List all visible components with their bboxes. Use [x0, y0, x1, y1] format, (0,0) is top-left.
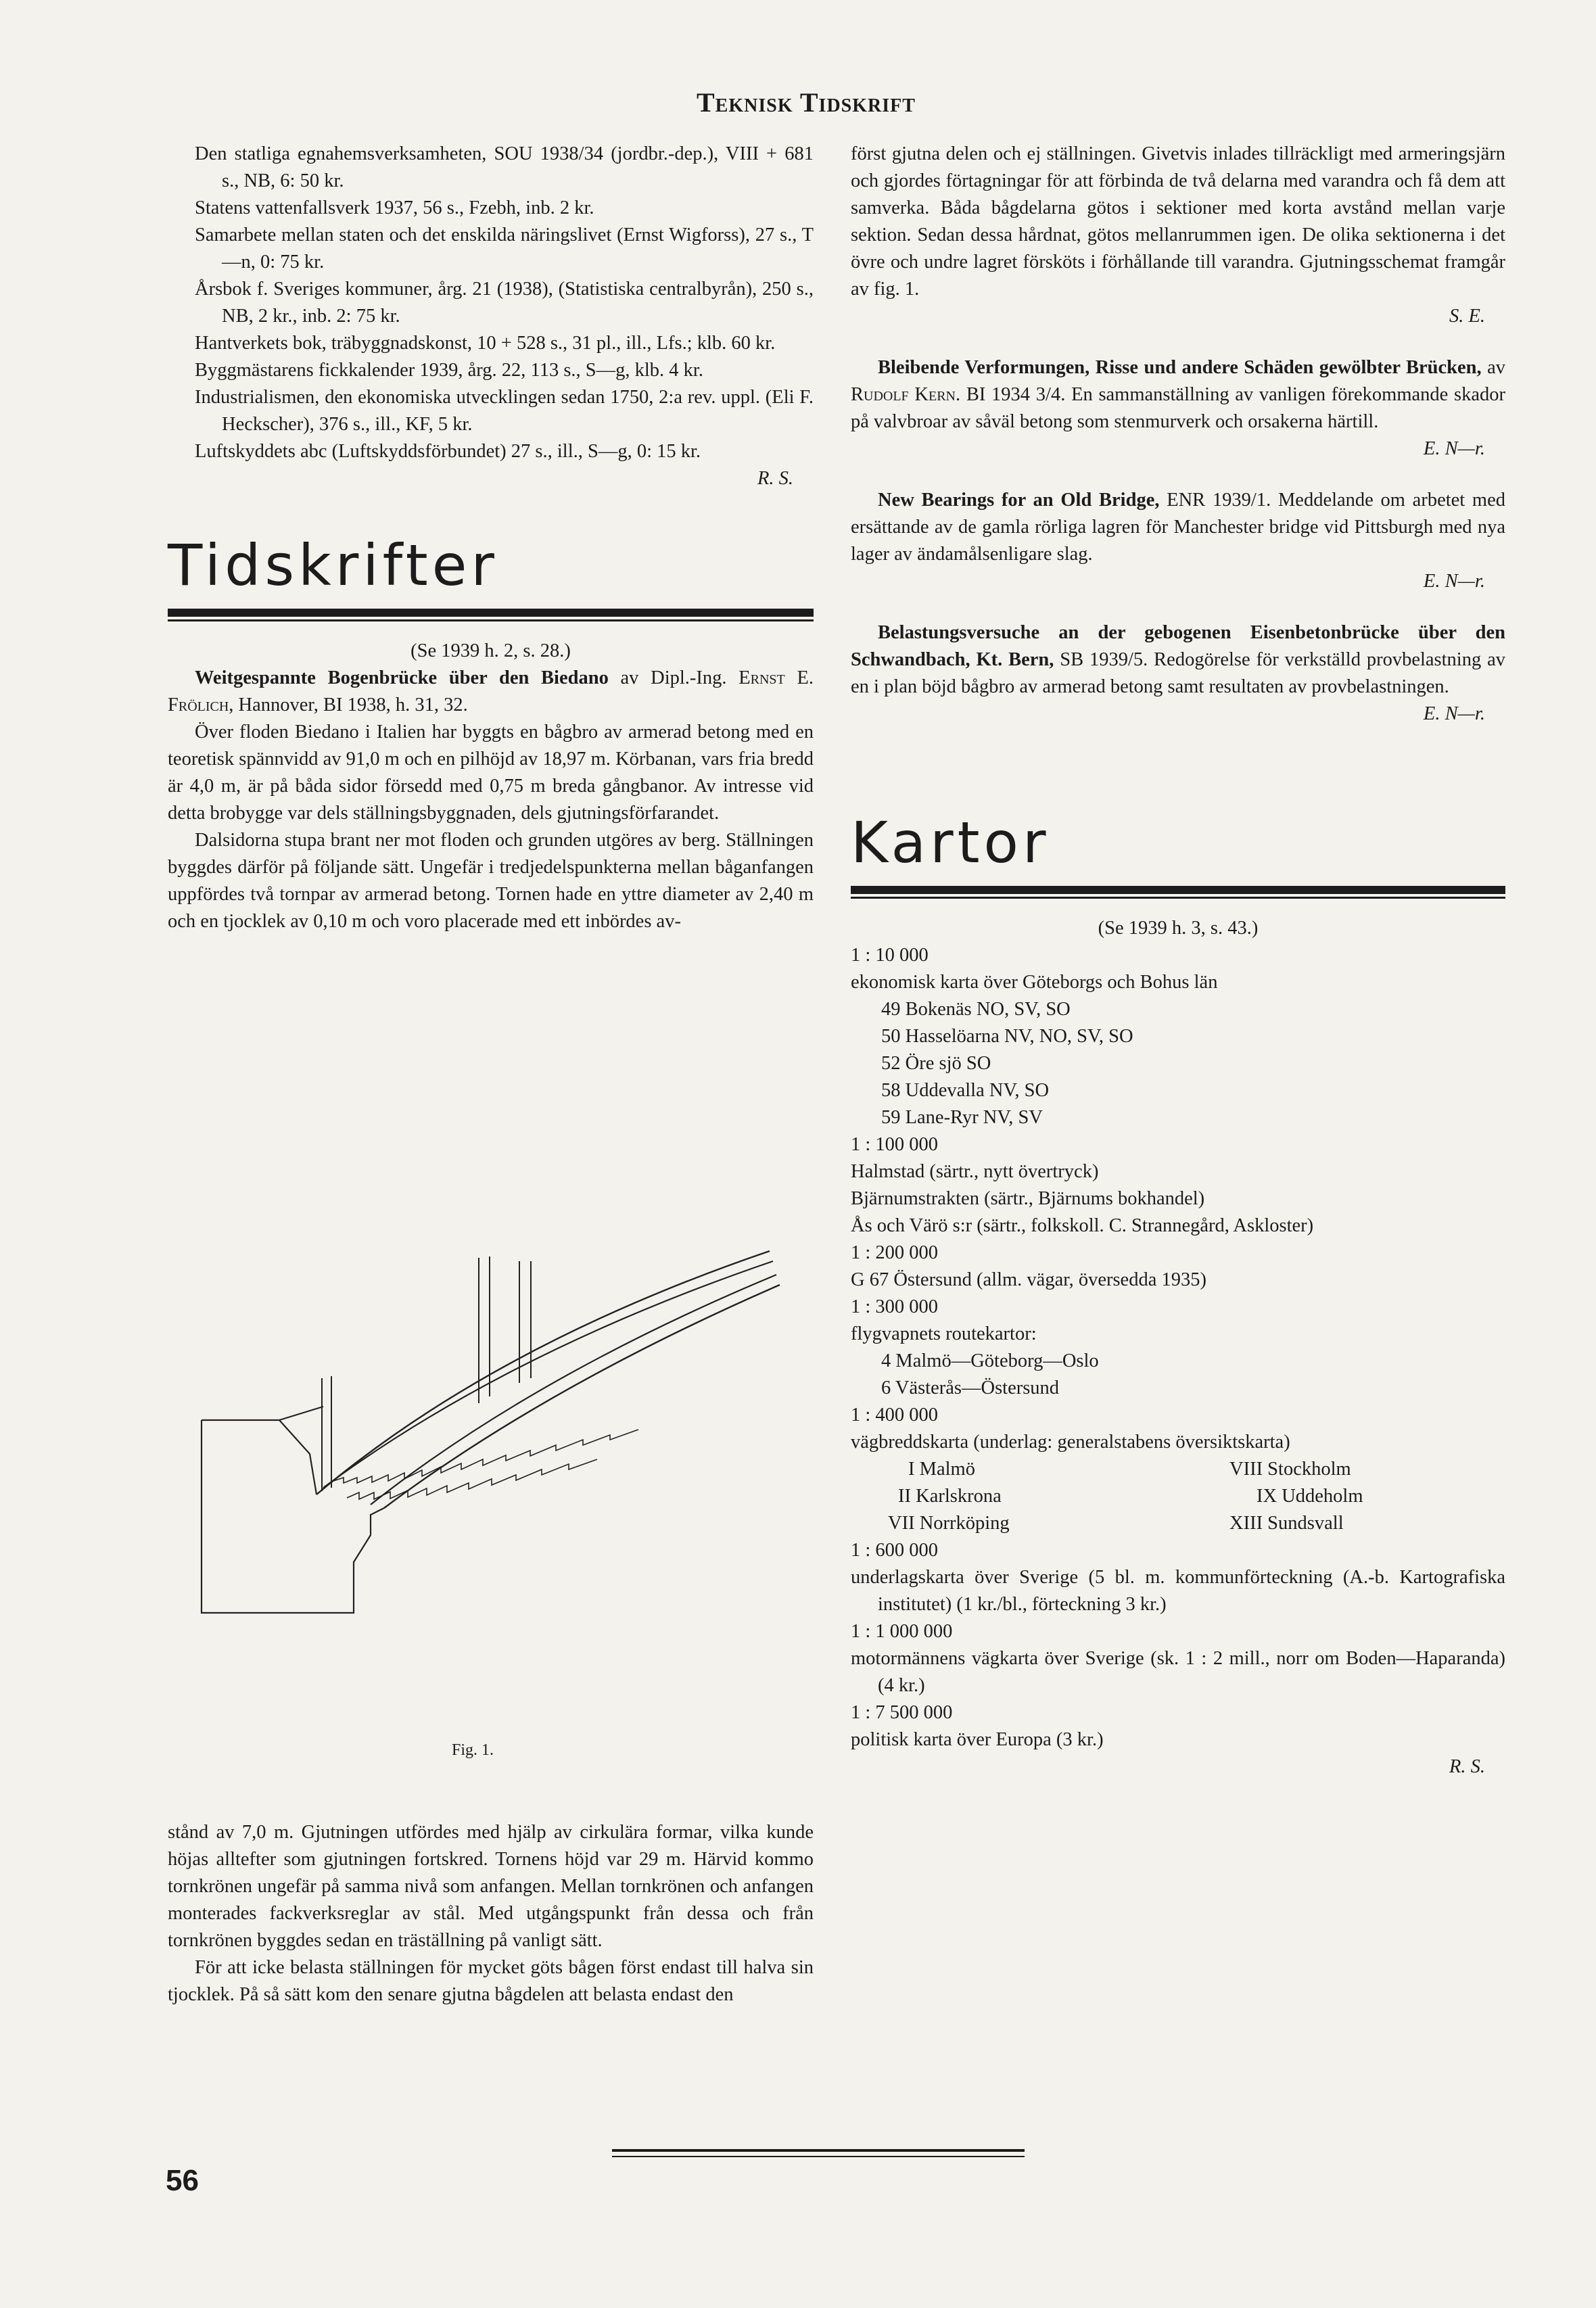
signature: S. E. — [1449, 306, 1485, 327]
article-source: , Hannover, BI 1938, h. 31, 32. — [229, 694, 468, 715]
signature: E. N—r. — [1423, 438, 1485, 459]
footer-rule-thin — [612, 2156, 1025, 2157]
article-meta: av — [1481, 357, 1505, 378]
section-rule — [168, 609, 814, 617]
article-body: En sammanställning av vanligen förekommande skador på valvbroar av såväl betong som stenmurverk och orsakerna härtill. — [851, 384, 1506, 432]
map-scale: 1 : 1 000 000 — [851, 1621, 953, 1642]
left-column — [168, 141, 814, 935]
map-sheet: XIII Sundsvall — [1229, 1513, 1344, 1534]
left-column-bottom — [168, 1819, 814, 2008]
map-description: motormännens vägkarta över Sverige (sk. 1 : 2 mill., norr om Boden—Haparanda) (4 kr.) — [851, 1648, 1505, 1696]
map-sheet: 59 Lane-Ryr NV, SV — [881, 1107, 1043, 1128]
book-entry: Hantverkets bok, träbyggnadskonst, 10 + 528 s., 31 pl., ill., Lfs.; klb. 60 kr. — [195, 333, 776, 354]
signature: E. N—r. — [1423, 571, 1485, 592]
map-sheet: 52 Öre sjö SO — [881, 1053, 991, 1074]
article-title: Bleibende Verformungen, Risse und andere Schäden gewölbter Brücken, — [878, 357, 1482, 378]
signature: R. S. — [757, 468, 793, 489]
map-sheet: IX Uddeholm — [1257, 1486, 1363, 1507]
map-sheet: VII Norrköping — [888, 1513, 1010, 1534]
map-scale: 1 : 7 500 000 — [851, 1702, 953, 1723]
footer-rule — [612, 2149, 1025, 2152]
section-title-tidskrifter: Tidskrifter — [168, 532, 498, 598]
map-description: Ås och Värö s:r (särtr., folkskoll. C. Strannegård, Askloster) — [851, 1215, 1314, 1236]
article-source: SB 1939/5. — [1054, 649, 1148, 670]
article-paragraph: stånd av 7,0 m. Gjutningen utfördes med hjälp av cirkulära formar, vilka kunde höjas alltefter som gjutningen fortskred. Tornens höjd var 29 m. Härvid kommo tornkrönen ungefär på samma nivå som anfangen. Mellan tornkrönen och anfangen monterades fackverksreglar av stål. Med utgångspunkt från dessa och från tornkrönen byggdes sedan en träställning på vanligt sätt. — [168, 1822, 814, 1951]
section-reference: (Se 1939 h. 3, s. 43.) — [1098, 918, 1259, 939]
article-body: Redogörelse för verkställd provbelastning av en i plan böjd bågbro av armerad betong samt resultaten av provbelastningen. — [851, 649, 1505, 697]
map-sheet: 49 Bokenäs NO, SV, SO — [881, 999, 1071, 1020]
book-entry: Årsbok f. Sveriges kommuner, årg. 21 (1938), (Statistiska centralbyrån), 250 s., NB, 2 kr., inb. 2: 75 kr. — [195, 279, 814, 327]
map-scale: 1 : 100 000 — [851, 1134, 939, 1155]
article-paragraph: Över floden Biedano i Italien har byggts en bågbro av armerad betong med en teoretisk spännvidd av 91,0 m och en pilhöjd av 18,97 m. Körbanan, vars fria bredd är 4,0 m, är på båda sidor försedd med 0,75 m breda gångbanor. Av intresse vid detta brobygge var dels ställningsbyggnaden, dels gjutningsförfarandet. — [168, 722, 814, 824]
map-sheet: 6 Västerås—Östersund — [881, 1377, 1060, 1398]
map-sheet: 50 Hasselöarna NV, NO, SV, SO — [881, 1026, 1133, 1047]
book-entry: Den statliga egnahemsverksamheten, SOU 1938/34 (jordbr.-dep.), VIII + 681 s., NB, 6: 50 kr. — [195, 143, 814, 191]
right-column — [851, 141, 1505, 1781]
article-heading — [168, 665, 814, 719]
article-title: Belastungsversuche an der gebogenen Eisenbetonbrücke über den Schwandbach, Kt. Bern, — [851, 622, 1505, 670]
article-source: . BI 1934 3/4. — [955, 384, 1066, 405]
map-sheet: VIII Stockholm — [1229, 1459, 1351, 1480]
map-description: ekonomisk karta över Göteborgs och Bohus län — [851, 972, 1218, 993]
signature: E. N—r. — [1423, 703, 1485, 724]
article-body: Meddelande om arbetet med ersättande av de gamla rörliga lagren för Manchester bridge vid Pittsburgh med nya lager av ändamålsenligare slag. — [851, 490, 1505, 565]
article-continuation: först gjutna delen och ej ställningen. Givetvis inlades tillräckligt med armeringsjärn och gjordes förtagningar för att förbinda de två delarna med varandra och få dem att samverka. Båda bågdelarna götos i sektioner med korta avstånd mellan varje sektion. Sedan dessa hårdnat, götos mellanrummen igen. De olika sektionerna i det övre och undre lagret försköts i förhållande till varandra. Gjutningsschemat framgår av fig. 1. — [851, 143, 1505, 300]
map-sheet: 4 Malmö—Göteborg—Oslo — [881, 1350, 1099, 1371]
section-rule — [851, 886, 1505, 894]
map-scale: 1 : 400 000 — [851, 1405, 939, 1426]
page-number: 56 — [166, 2164, 199, 2197]
section-title-kartor: Kartor — [851, 809, 1050, 876]
map-sheet: 58 Uddevalla NV, SO — [881, 1080, 1050, 1101]
article-title: Weitgespannte Bogenbrücke über den Biedano — [195, 667, 609, 688]
map-description: G 67 Östersund (allm. vägar, översedda 1935) — [851, 1269, 1206, 1290]
bridge-arch-diagram — [168, 1238, 814, 1772]
map-sheet: I Malmö — [908, 1459, 975, 1480]
map-description: vägbreddskarta (underlag: generalstabens översiktskarta) — [851, 1432, 1290, 1453]
map-scale: 1 : 600 000 — [851, 1540, 939, 1561]
map-scale: 1 : 200 000 — [851, 1242, 939, 1263]
map-description: Halmstad (särtr., nytt övertryck) — [851, 1161, 1099, 1182]
figure-1 — [168, 1238, 814, 1772]
signature: R. S. — [1449, 1756, 1485, 1777]
map-description: Bjärnumstrakten (särtr., Bjärnums bokhandel) — [851, 1188, 1205, 1209]
article-paragraph: För att icke belasta ställningen för mycket göts bågen först endast till halva sin tjocklek. På så sätt kom den senare gjutna bågdelen att belasta endast den — [168, 1957, 814, 2005]
article-entry — [851, 619, 1505, 728]
book-entry: Byggmästarens fickkalender 1939, årg. 22, 113 s., S—g, klb. 4 kr. — [195, 360, 703, 381]
map-sheet: II Karlskrona — [898, 1486, 1002, 1507]
running-header: Teknisk Tidskrift — [697, 87, 916, 118]
figure-caption: Fig. 1. — [452, 1741, 494, 1759]
map-description: flygvapnets routekartor: — [851, 1323, 1037, 1344]
section-reference: (Se 1939 h. 2, s. 28.) — [410, 640, 571, 661]
article-author: Ernst E. Frölich — [168, 667, 814, 715]
article-paragraph: Dalsidorna stupa brant ner mot floden och grunden utgöres av berg. Ställningen byggdes därför på följande sätt. Ungefär i tredjedelspunkterna mellan båganfangen uppfördes två tornpar av armerad betong. Tornen hade en yttre diameter av 2,40 m och en tjocklek av 0,10 m och voro placerade med ett inbördes av- — [168, 830, 814, 932]
map-scale: 1 : 10 000 — [851, 945, 929, 966]
article-entry — [851, 487, 1505, 595]
map-sheet-grid — [851, 1456, 1505, 1537]
article-author: Rudolf Kern — [851, 384, 956, 405]
map-description: politisk karta över Europa (3 kr.) — [851, 1729, 1104, 1750]
article-source: ENR 1939/1. — [1159, 490, 1271, 511]
book-entry: Samarbete mellan staten och det enskilda näringslivet (Ernst Wigforss), 27 s., T—n, 0: 75 kr. — [195, 225, 814, 273]
book-list — [168, 141, 814, 465]
article-entry — [851, 354, 1505, 463]
book-entry: Industrialismen, den ekonomiska utvecklingen sedan 1750, 2:a rev. uppl. (Eli F. Heckscher), 376 s., ill., KF, 5 kr. — [195, 387, 814, 435]
map-description: underlagskarta över Sverige (5 bl. m. kommunförteckning (A.-b. Kartografiska institutet) (1 kr./bl., förteckning 3 kr.) — [851, 1567, 1505, 1615]
article-title: New Bearings for an Old Bridge, — [878, 490, 1160, 511]
book-entry: Luftskyddets abc (Luftskyddsförbundet) 27 s., ill., S—g, 0: 15 kr. — [195, 441, 701, 462]
map-scale: 1 : 300 000 — [851, 1296, 939, 1317]
article-meta: av Dipl.-Ing. — [620, 667, 727, 688]
book-entry: Statens vattenfallsverk 1937, 56 s., Fzebh, inb. 2 kr. — [195, 197, 594, 218]
map-list — [851, 942, 1505, 1753]
